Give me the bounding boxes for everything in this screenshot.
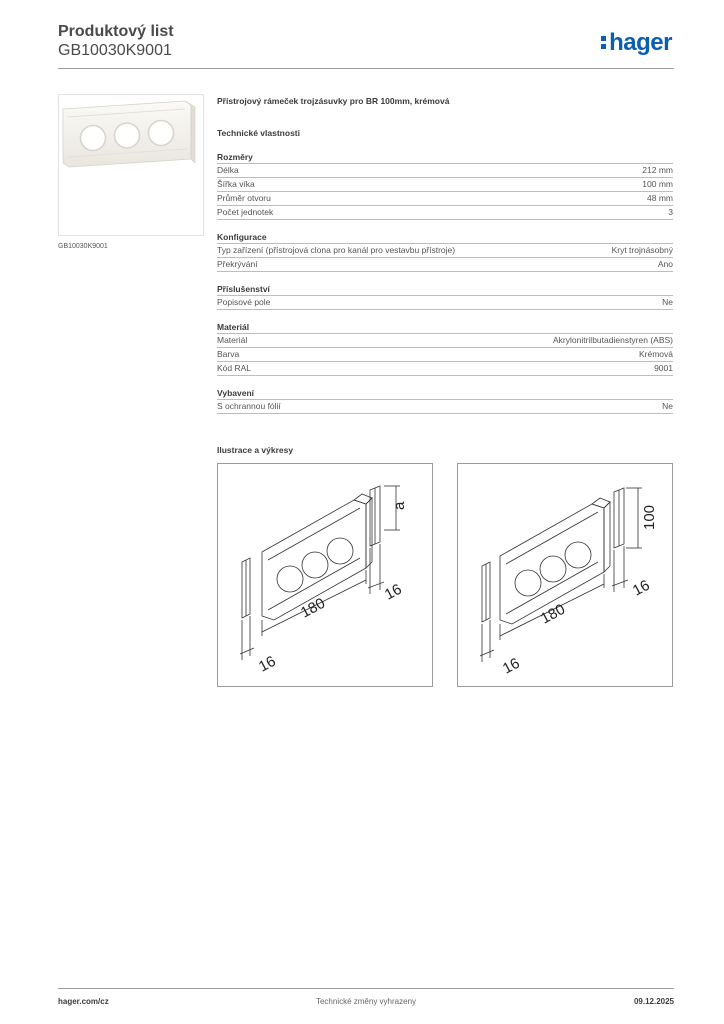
spec-value: Ano: [657, 259, 673, 269]
section-title: Rozměry: [217, 152, 673, 164]
dimension-label: 100: [641, 504, 658, 530]
logo-dots-icon: [601, 30, 607, 52]
spec-value: 212 mm: [642, 165, 673, 175]
spec-value: Akrylonitrilbutadienstyren (ABS): [553, 335, 673, 345]
section-title: Konfigurace: [217, 232, 673, 244]
dimension-label: 16: [381, 580, 405, 604]
technical-drawing-1: [217, 463, 433, 687]
spec-value: Ne: [662, 297, 673, 307]
product-photo-icon: [59, 95, 203, 235]
product-specs: [217, 96, 673, 414]
section-equipment: [217, 388, 673, 414]
spec-row: [217, 362, 673, 376]
spec-label: S ochrannou fólií: [217, 401, 281, 411]
spec-row: [217, 348, 673, 362]
frame-drawing-icon: [458, 464, 672, 686]
section-dimensions: [217, 152, 673, 220]
footer-date: 09.12.2025: [633, 997, 674, 1006]
document-title: Produktový list: [58, 23, 174, 40]
spec-row: [217, 164, 673, 178]
frame-drawing-icon: [218, 464, 432, 686]
spec-label: Překrývání: [217, 259, 258, 269]
image-caption: GB10030K9001: [58, 243, 108, 250]
spec-row: [217, 334, 673, 348]
spec-value: 100 mm: [642, 179, 673, 189]
spec-row: [217, 244, 673, 258]
tech-properties-heading: Technické vlastnosti: [217, 128, 300, 138]
dimension-label: 180: [537, 600, 568, 628]
footer-divider: [58, 988, 674, 989]
footer-notice: Technické změny vyhrazeny: [315, 997, 417, 1006]
section-title: Vybavení: [217, 388, 673, 400]
spec-value: Ne: [662, 401, 673, 411]
spec-row: [217, 296, 673, 310]
hager-logo: [601, 30, 672, 56]
section-configuration: [217, 232, 673, 272]
spec-label: Délka: [217, 165, 239, 175]
spec-row: [217, 400, 673, 414]
section-title: Materiál: [217, 322, 673, 334]
product-name: Přístrojový rámeček trojzásuvky pro BR 100mm, krémová: [217, 96, 450, 106]
dimension-label: 16: [499, 654, 523, 678]
logo-text: hager: [609, 29, 672, 56]
section-material: [217, 322, 673, 376]
spec-value: Krémová: [638, 349, 673, 359]
spec-label: Typ zařízení (přístrojová clona pro kanál pro vestavbu přístroje): [217, 245, 456, 255]
dimension-label: 16: [255, 652, 279, 676]
technical-drawing-2: [457, 463, 673, 687]
document-header: [58, 22, 674, 70]
spec-label: Počet jednotek: [217, 207, 274, 217]
dimension-label: a: [391, 501, 408, 510]
spec-row: [217, 192, 673, 206]
spec-label: Barva: [217, 349, 240, 359]
product-code: GB10030K9001: [58, 42, 172, 59]
product-image: [58, 94, 204, 236]
spec-row: [217, 206, 673, 220]
spec-value: 48 mm: [647, 193, 673, 203]
spec-label: Popisové pole: [217, 297, 271, 307]
section-accessories: [217, 284, 673, 310]
spec-label: Kód RAL: [217, 363, 252, 373]
dimension-label: 180: [297, 594, 328, 622]
dimension-label: 16: [629, 576, 653, 600]
spec-label: Průměr otvoru: [217, 193, 271, 203]
illustrations-heading: Ilustrace a výkresy: [217, 445, 294, 455]
spec-label: Materiál: [217, 335, 248, 345]
spec-value: 9001: [654, 363, 673, 373]
spec-row: [217, 178, 673, 192]
section-title: Příslušenství: [217, 284, 673, 296]
footer-website-link[interactable]: hager.com/cz: [58, 997, 109, 1006]
spec-row: [217, 258, 673, 272]
spec-label: Šířka víka: [217, 179, 255, 189]
spec-value: Kryt trojnásobný: [611, 245, 673, 255]
header-divider: [58, 68, 674, 69]
spec-value: 3: [668, 207, 673, 217]
